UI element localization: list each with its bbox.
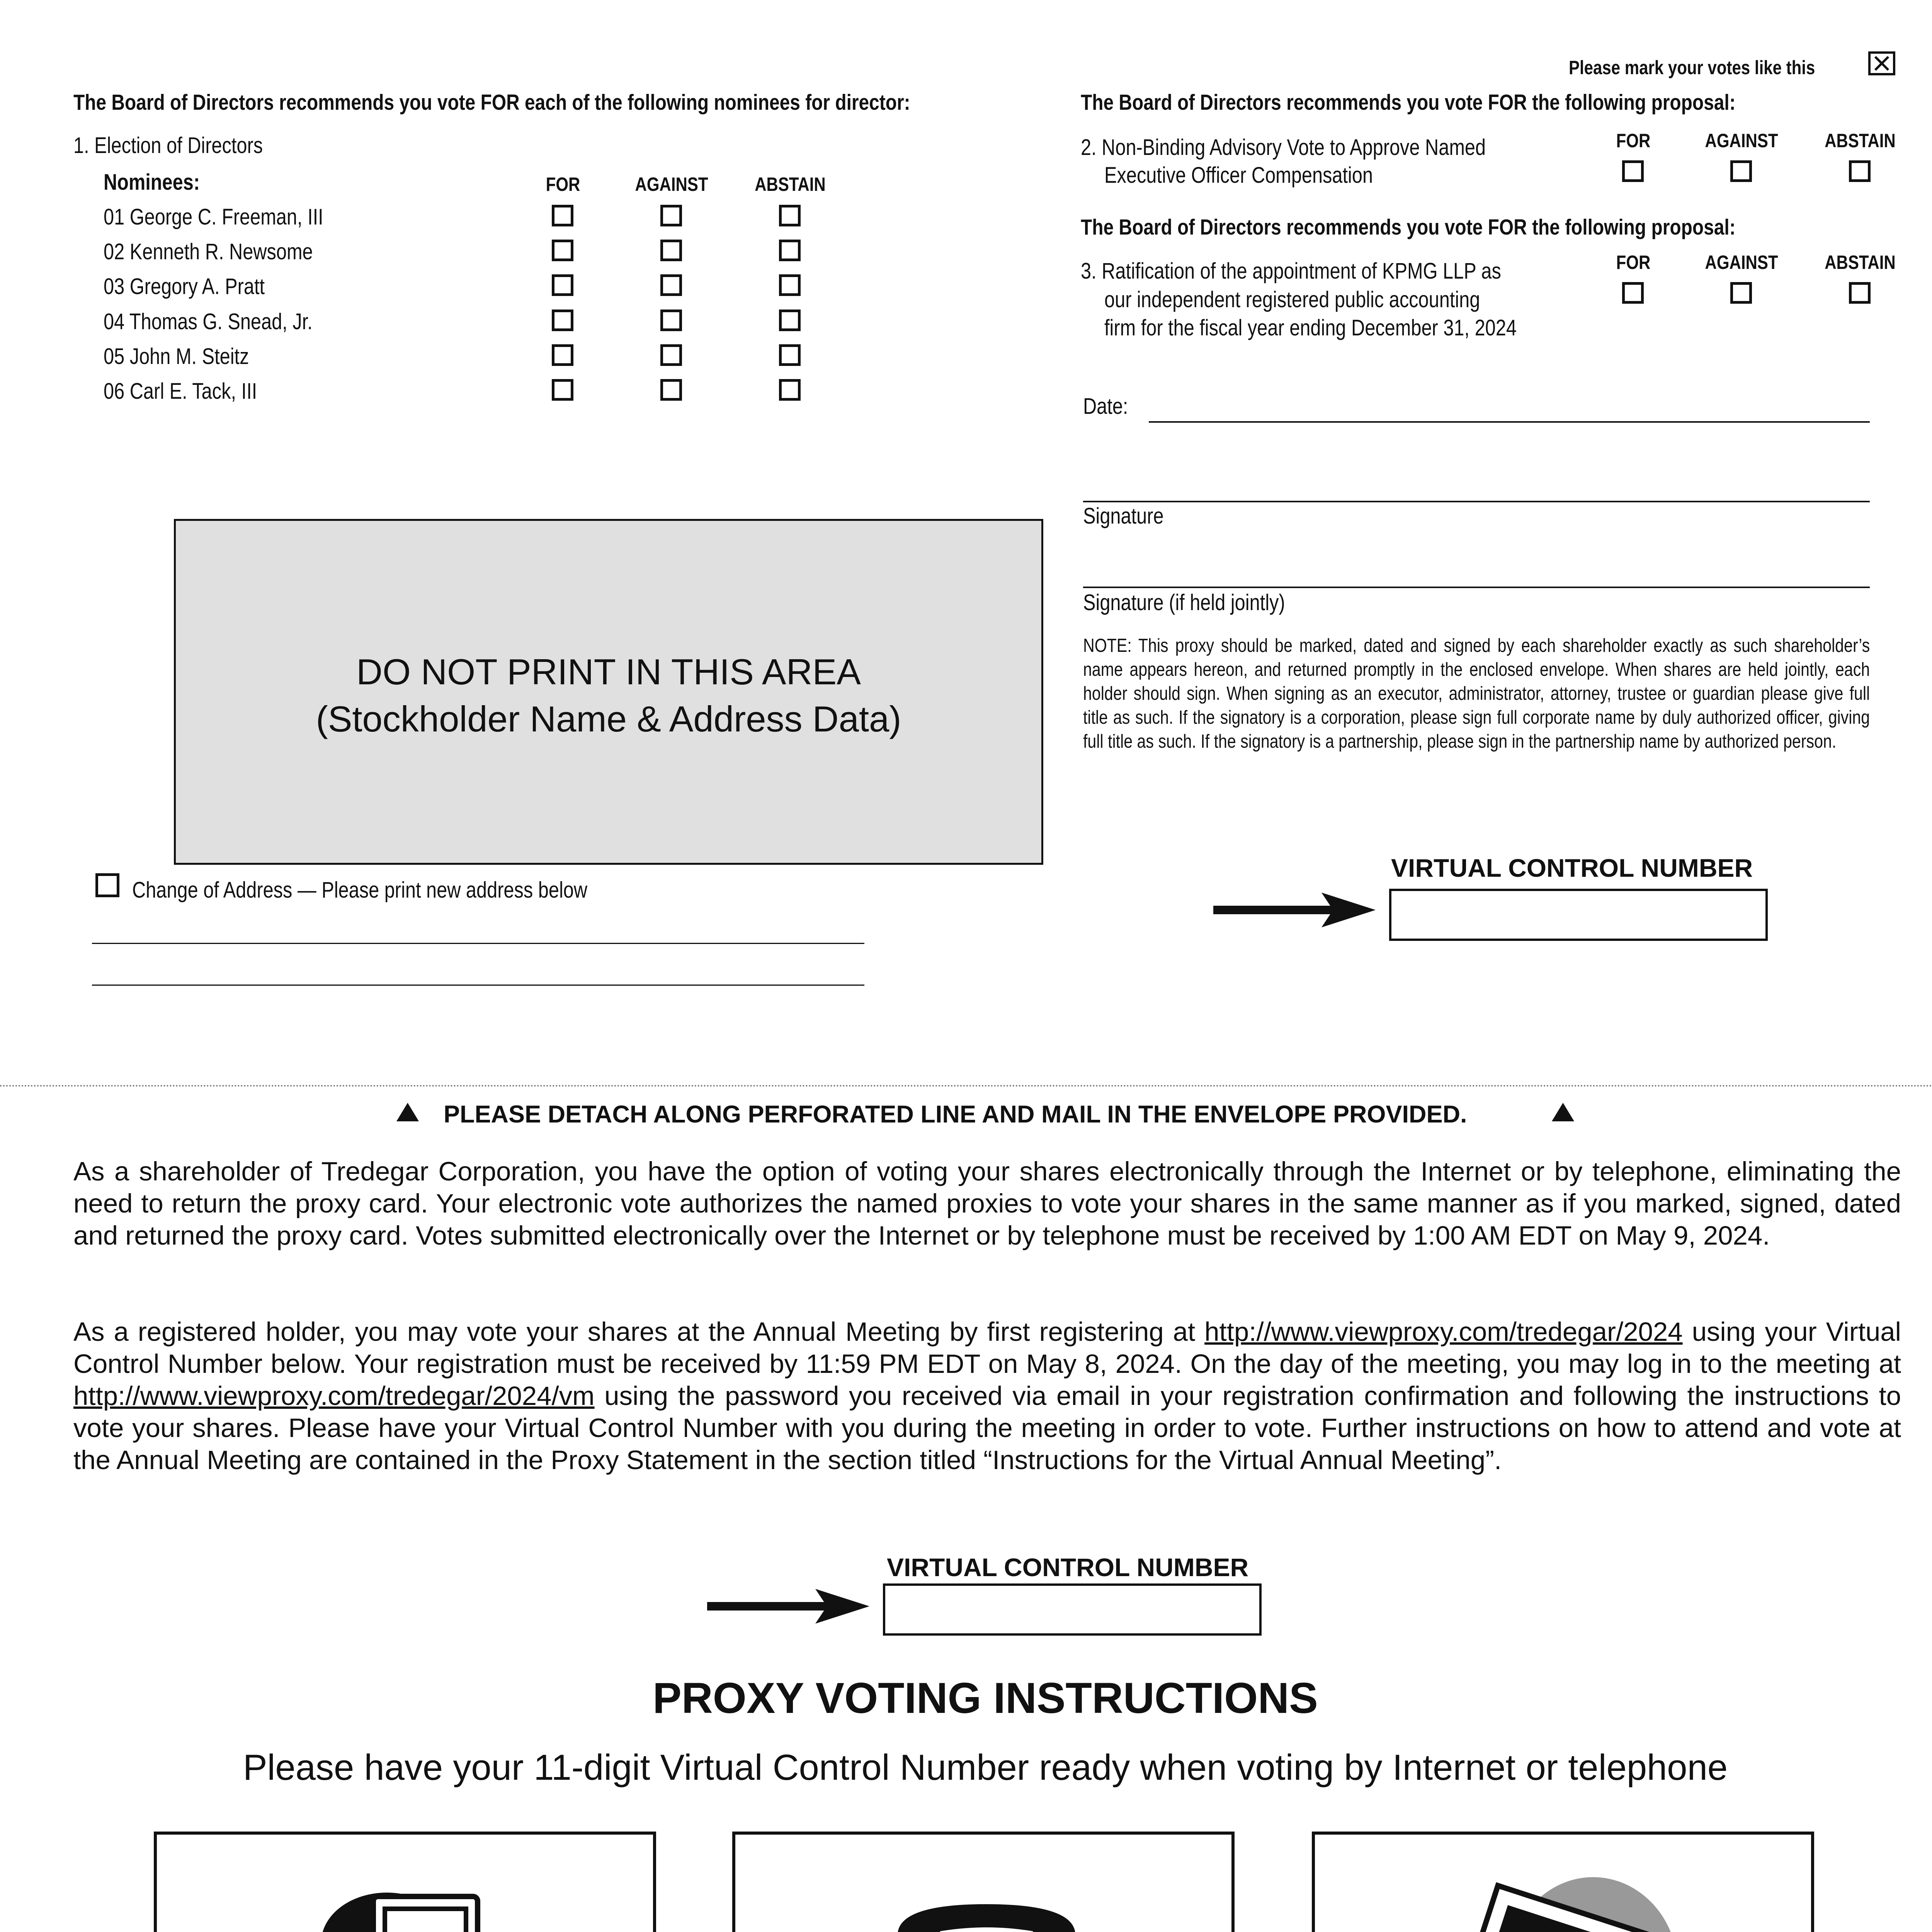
- board-recommendation-directors: The Board of Directors recommends you vote FOR each of the following nominees for director:: [73, 90, 910, 115]
- virtual-control-number-field-2[interactable]: [883, 1583, 1262, 1636]
- nominee-3-for-checkbox[interactable]: [552, 274, 573, 296]
- proxy-note-text: NOTE: This proxy should be marked, dated and signed by each shareholder exactly as such shareholder’s name appears hereon, and returned promptly in the enclosed envelope. When shares are held jointly, each holder should sign. When signing as an executor, administrator, attorney, trustee or guardian please give full title as such. If the signatory is a corporation, please sign full corporate name by duly authorized officer, giving full title as such. If the signatory is a partnership, please sign in the partnership name by authorized person.: [1083, 635, 1870, 752]
- address-data-caption: (Stockholder Name & Address Data): [316, 699, 901, 739]
- meeting-link[interactable]: http://www.viewproxy.com/tredegar/2024/vm: [73, 1381, 595, 1411]
- joint-signature-label: Signature (if held jointly): [1083, 590, 1285, 615]
- nominee-4-for-checkbox[interactable]: [552, 310, 573, 331]
- new-address-line-2[interactable]: [92, 985, 864, 986]
- item2-line1: 2. Non-Binding Advisory Vote to Approve Named: [1081, 135, 1486, 160]
- nominee-1-abstain-checkbox[interactable]: [779, 205, 801, 226]
- stockholder-address-area: [174, 519, 1043, 865]
- proposal2-column-against: AGAINST: [1705, 130, 1778, 151]
- column-for: FOR: [546, 173, 580, 195]
- paragraph-text: using your Virtual Control Number below. Your registration must be received by 11:59 PM EDT on May 8, 2024. On the day of the meeting, you may log in to the meeting at: [73, 1317, 1901, 1379]
- virtual-meeting-paragraph: [73, 1316, 1901, 1476]
- virtual-control-number-label-2: VIRTUAL CONTROL NUMBER: [887, 1553, 1249, 1582]
- item2-line2: Executive Officer Compensation: [1104, 163, 1373, 188]
- proposal2-for-checkbox[interactable]: [1622, 160, 1644, 182]
- proposal3-column-abstain: ABSTAIN: [1825, 252, 1896, 273]
- new-address-line-1[interactable]: [92, 943, 864, 944]
- nominee-3-against-checkbox[interactable]: [660, 274, 682, 296]
- proxy-note: [1083, 634, 1870, 788]
- nominees-heading: Nominees:: [104, 170, 200, 195]
- arrow-right-icon: [707, 1585, 869, 1628]
- instructions-title: PROXY VOTING INSTRUCTIONS: [653, 1674, 1318, 1722]
- nominee-name: 01 George C. Freeman, III: [104, 204, 323, 230]
- nominee-1-against-checkbox[interactable]: [660, 205, 682, 226]
- sample-mark-icon: [1868, 51, 1895, 75]
- mark-votes-instruction: Please mark your votes like this: [1569, 57, 1815, 78]
- nominee-2-abstain-checkbox[interactable]: [779, 240, 801, 261]
- mail-voting-box: [1312, 1832, 1814, 1932]
- nominee-3-abstain-checkbox[interactable]: [779, 274, 801, 296]
- proposal3-column-for: FOR: [1616, 252, 1651, 273]
- nominee-6-for-checkbox[interactable]: [552, 379, 573, 401]
- nominee-4-abstain-checkbox[interactable]: [779, 310, 801, 331]
- virtual-control-number-label: VIRTUAL CONTROL NUMBER: [1391, 854, 1753, 882]
- nominee-name: 03 Gregory A. Pratt: [104, 274, 265, 299]
- perforation-line: [0, 1085, 1932, 1087]
- nominee-2-against-checkbox[interactable]: [660, 240, 682, 261]
- proposal2-column-abstain: ABSTAIN: [1825, 130, 1896, 151]
- date-label: Date:: [1083, 394, 1128, 419]
- internet-voting-box: [154, 1832, 656, 1932]
- item3-line3: firm for the fiscal year ending December 31, 2024: [1104, 315, 1517, 340]
- proposal3-against-checkbox[interactable]: [1730, 282, 1752, 304]
- proposal2-against-checkbox[interactable]: [1730, 160, 1752, 182]
- column-abstain: ABSTAIN: [755, 173, 826, 195]
- nominee-name: 05 John M. Steitz: [104, 344, 249, 369]
- item1-election-label: 1. Election of Directors: [73, 133, 263, 158]
- nominee-name: 06 Carl E. Tack, III: [104, 379, 257, 404]
- item3-line1: 3. Ratification of the appointment of KPMG LLP as: [1081, 259, 1501, 284]
- arrow-right-icon: [1213, 889, 1376, 931]
- change-of-address-label: Change of Address — Please print new address below: [132, 878, 588, 903]
- proposal2-column-for: FOR: [1616, 130, 1651, 151]
- paragraph-text: As a registered holder, you may vote your shares at the Annual Meeting by first registering at: [73, 1317, 1205, 1347]
- signature-line[interactable]: [1083, 501, 1870, 502]
- triangle-up-icon: [394, 1100, 421, 1124]
- nominee-5-against-checkbox[interactable]: [660, 344, 682, 366]
- nominee-6-abstain-checkbox[interactable]: [779, 379, 801, 401]
- proposal3-abstain-checkbox[interactable]: [1849, 282, 1871, 304]
- nominee-4-against-checkbox[interactable]: [660, 310, 682, 331]
- proposal2-abstain-checkbox[interactable]: [1849, 160, 1871, 182]
- nominee-6-against-checkbox[interactable]: [660, 379, 682, 401]
- proposal3-for-checkbox[interactable]: [1622, 282, 1644, 304]
- do-not-print-notice: DO NOT PRINT IN THIS AREA: [356, 651, 861, 692]
- nominee-5-for-checkbox[interactable]: [552, 344, 573, 366]
- proposal3-column-against: AGAINST: [1705, 252, 1778, 273]
- triangle-up-icon: [1549, 1100, 1577, 1124]
- paragraph-text: using the password you received via email in your registration confirmation and following the instructions to vote your shares. Please have your Virtual Control Number with you during the meeting in order to vote. Further instructions on how to attend and vote at the Annual Meeting are contained in the Proxy Statement in the section titled “Instructions for the Virtual Annual Meeting”.: [73, 1381, 1901, 1475]
- virtual-control-number-field[interactable]: [1389, 889, 1768, 941]
- telephone-voting-box: [732, 1832, 1235, 1932]
- registration-link[interactable]: http://www.viewproxy.com/tredegar/2024: [1204, 1317, 1683, 1347]
- detach-instruction: PLEASE DETACH ALONG PERFORATED LINE AND MAIL IN THE ENVELOPE PROVIDED.: [444, 1101, 1467, 1128]
- nominee-2-for-checkbox[interactable]: [552, 240, 573, 261]
- instructions-subtitle: Please have your 11-digit Virtual Control Number ready when voting by Internet or telephone: [243, 1747, 1728, 1787]
- nominee-5-abstain-checkbox[interactable]: [779, 344, 801, 366]
- item3-line2: our independent registered public accounting: [1104, 287, 1480, 312]
- electronic-voting-paragraph: As a shareholder of Tredegar Corporation, you have the option of voting your shares electronically through the Internet or by telephone, eliminating the need to return the proxy card. Your electronic vote authorizes the named proxies to vote your shares in the same manner as if you marked, signed, dated and returned the proxy card. Votes submitted electronically over the Internet or by telephone must be received by 1:00 AM EDT on May 9, 2024.: [73, 1156, 1901, 1250]
- change-of-address-checkbox[interactable]: [95, 873, 119, 897]
- envelope-icon: [1450, 1866, 1682, 1932]
- board-recommendation-proposal3: The Board of Directors recommends you vote FOR the following proposal:: [1081, 215, 1736, 240]
- nominee-name: 04 Thomas G. Snead, Jr.: [104, 309, 313, 334]
- telephone-icon: [890, 1889, 1083, 1932]
- signature-label: Signature: [1083, 503, 1164, 529]
- nominee-1-for-checkbox[interactable]: [552, 205, 573, 226]
- date-line[interactable]: [1149, 421, 1870, 423]
- computer-icon: [311, 1873, 505, 1932]
- joint-signature-line[interactable]: [1083, 587, 1870, 588]
- board-recommendation-proposal2: The Board of Directors recommends you vote FOR the following proposal:: [1081, 90, 1736, 115]
- column-against: AGAINST: [635, 173, 708, 195]
- nominee-name: 02 Kenneth R. Newsome: [104, 239, 313, 264]
